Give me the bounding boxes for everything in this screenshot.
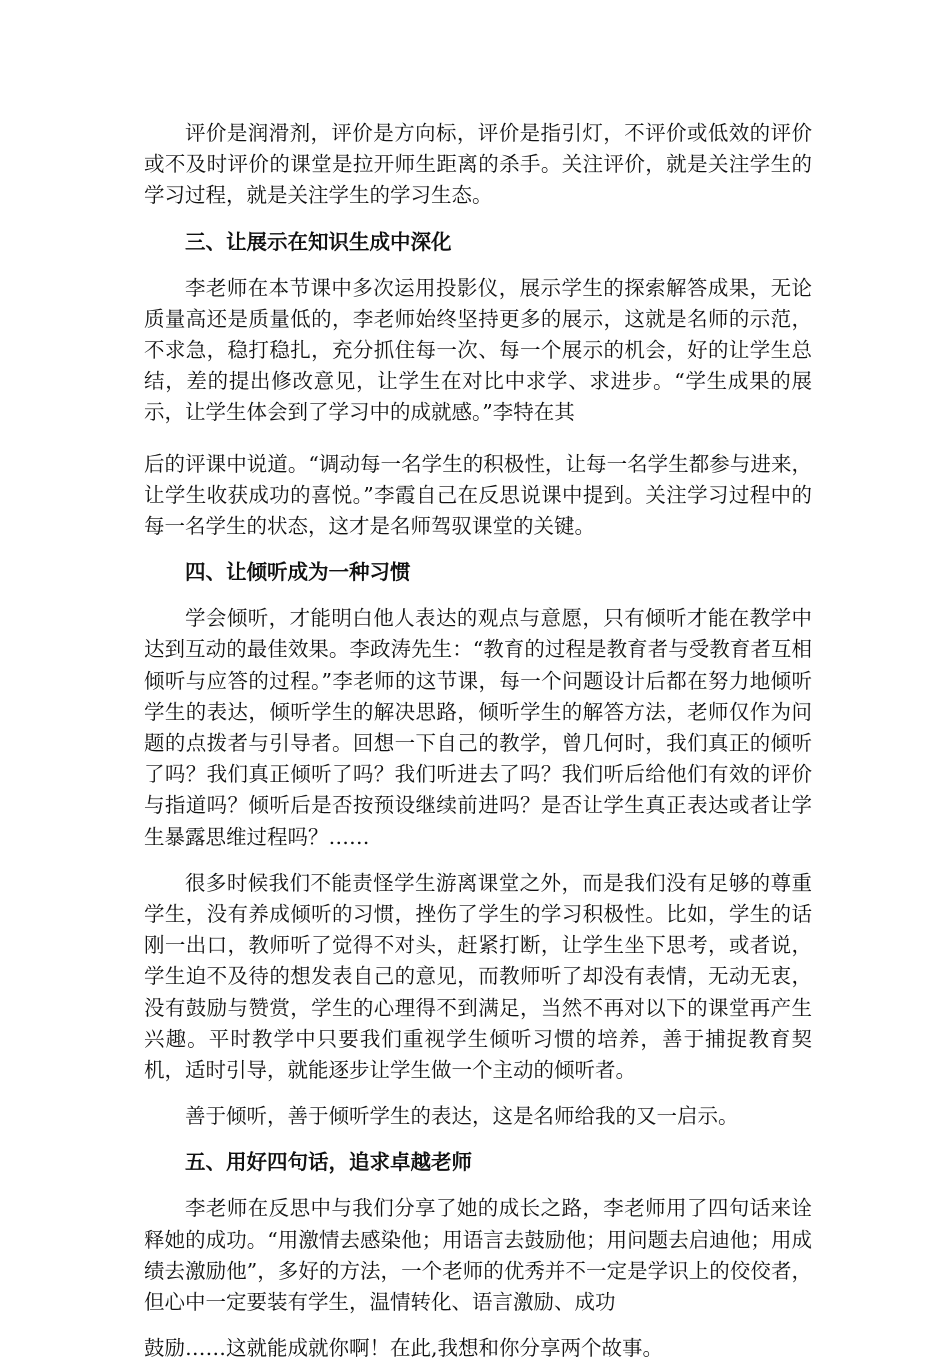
spacer (144, 258, 812, 273)
paragraph-evaluation: 评价是润滑剂，评价是方向标，评价是指引灯，不评价或低效的评价或不及时评价的课堂是拉开师生距离的杀手。关注评价，就是关注学生的学习过程，就是关注学生的学习生态。 (144, 121, 812, 208)
spacer (144, 588, 812, 603)
spacer (144, 542, 812, 557)
paragraph-four-sentences-continued: 鼓励……这就能成就你啊！在此,我想和你分享两个故事。 (144, 1336, 664, 1361)
spacer (144, 1132, 812, 1147)
paragraph-respect: 很多时候我们不能责怪学生游离课堂之外，而是我们没有足够的尊重学生，没有养成倾听的习惯，挫伤了学生的学习积极性。比如，学生的话刚一出口，教师听了觉得不对头，赶紧打断，让学生坐下思考，或者说，学生迫不及待的想发表自己的意见，而教师听了却没有表情，无动无衷，没有鼓励与赞赏，学生的心理得不到满足，当然不再对以下的课堂再产生兴趣。平时教学中只要我们重视学生倾听习惯的培养，善于捕捉教育契机，适时引导，就能逐步让学生做一个主动的倾听者。 (144, 870, 812, 1083)
paragraph-display-continued: 后的评课中说道。“调动每一名学生的积极性，让每一名学生都参与进来，让学生收获成功的喜悦。”李霞自己在反思说课中提到。关注学习过程中的每一名学生的状态，这才是名师驾驭课堂的关键。 (144, 451, 812, 539)
paragraph-inspiration: 善于倾听，善于倾听学生的表达，这是名师给我的又一启示。 (185, 1104, 739, 1129)
spacer (144, 1178, 812, 1193)
spacer (144, 853, 812, 868)
heading-section-5: 五、用好四句话，追求卓越老师 (185, 1150, 472, 1175)
paragraph-display: 李老师在本节课中多次运用投影仪，展示学生的探索解答成果，无论质量高还是质量低的，李老师始终坚持更多的展示，这就是名师的示范，不求急，稳打稳扎，充分抓住每一次、每一个展示的机会，好的让学生总结，差的提出修改意见，让学生在对比中求学、求进步。“学生成果的展示，让学生体会到了学习中的成就感。”李特在其 (144, 275, 812, 425)
heading-section-3: 三、让展示在知识生成中深化 (185, 229, 452, 254)
spacer (144, 1318, 812, 1333)
spacer (144, 429, 812, 449)
heading-section-4: 四、让倾听成为一种习惯 (185, 560, 411, 585)
paragraph-four-sentences: 李老师在反思中与我们分享了她的成长之路，李老师用了四句话来诠释她的成功。“用激情去感染他；用语言去鼓励他；用问题去启迪他；用成绩去激励他”，多好的方法，一个老师的优秀并不一定是学识上的佼佼者，但心中一定要装有学生，温情转化、语言激励、成功 (144, 1196, 812, 1315)
paragraph-listening: 学会倾听，才能明白他人表达的观点与意愿，只有倾听才能在教学中达到互动的最佳效果。李政涛先生：“教育的过程是教育者与受教育者互相倾听与应答的过程。”李老师的这节课，每一个问题设计后都在努力地倾听学生的表达，倾听学生的解决思路，倾听学生的解答方法，老师仅作为问题的点拨者与引导者。回想一下自己的教学，曾几何时，我们真正的倾听了吗？我们真正倾听了吗？我们听进去了吗？我们听后给他们有效的评价与指道吗？倾听后是否按预设继续前进吗？是否让学生真正表达或者让学生暴露思维过程吗？…… (144, 606, 812, 849)
spacer (144, 1086, 812, 1101)
document-page (144, 118, 812, 1365)
spacer (144, 212, 812, 227)
